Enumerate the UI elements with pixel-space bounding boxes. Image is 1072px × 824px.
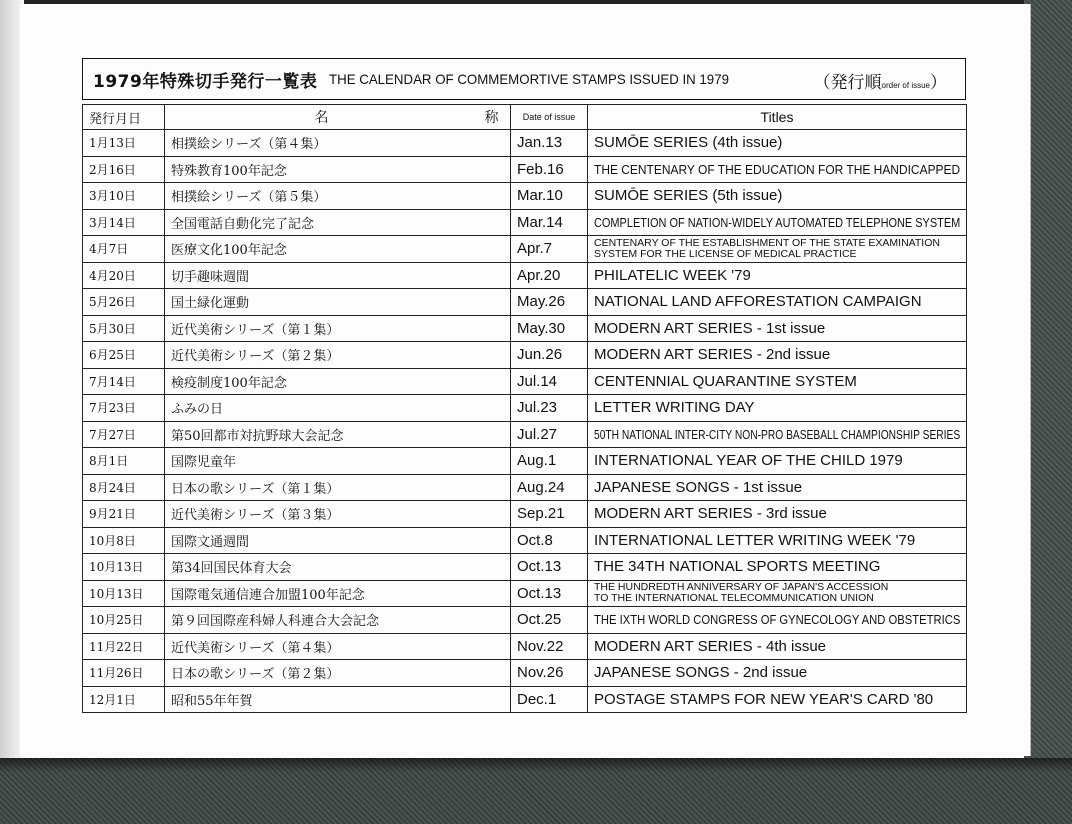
table-row bbox=[83, 554, 967, 581]
table-row bbox=[83, 395, 967, 422]
title-text: NATIONAL LAND AFFORESTATION CAMPAIGN bbox=[594, 293, 922, 311]
date-of-issue: Mar.10 bbox=[511, 183, 588, 210]
stamp-name-jp: 日本の歌シリーズ（第２集） bbox=[165, 660, 511, 687]
issue-month-day: 6月25日 bbox=[83, 342, 165, 369]
issue-month-day: 11月22日 bbox=[83, 633, 165, 660]
title-text: CENTENNIAL QUARANTINE SYSTEM bbox=[594, 372, 857, 390]
issue-month-day: 9月21日 bbox=[83, 501, 165, 528]
date-of-issue: Oct.13 bbox=[511, 580, 588, 607]
stamp-title-en bbox=[588, 554, 967, 581]
stamp-title-en bbox=[588, 368, 967, 395]
issue-month-day: 12月1日 bbox=[83, 686, 165, 713]
table-row bbox=[83, 209, 967, 236]
stamp-name-jp: 特殊教育100年記念 bbox=[165, 156, 511, 183]
order-note-en: order of issue bbox=[881, 81, 930, 90]
title-text: MODERN ART SERIES - 3rd issue bbox=[594, 505, 827, 523]
stamp-name-jp: 日本の歌シリーズ（第１集） bbox=[165, 474, 511, 501]
issue-month-day: 3月14日 bbox=[83, 209, 165, 236]
title-text: THE IXTH WORLD CONGRESS OF GYNECOLOGY AND OBSTETRICS bbox=[594, 613, 961, 628]
order-note-jp: （発行順 bbox=[813, 73, 882, 93]
stamp-title-en bbox=[588, 289, 967, 316]
date-of-issue: Jul.27 bbox=[511, 421, 588, 448]
issue-month-day: 8月1日 bbox=[83, 448, 165, 475]
date-of-issue: Aug.1 bbox=[511, 448, 588, 475]
date-of-issue: Nov.26 bbox=[511, 660, 588, 687]
stamp-name-jp: 検疫制度100年記念 bbox=[165, 368, 511, 395]
stamp-name-jp: 切手趣味週間 bbox=[165, 262, 511, 289]
stamp-title-en bbox=[588, 660, 967, 687]
title-line-2: SYSTEM FOR THE LICENSE OF MEDICAL PRACTICE bbox=[594, 247, 857, 260]
title-text: PHILATELIC WEEK '79 bbox=[594, 266, 751, 284]
title-japanese: 1979年特殊切手発行一覧表 bbox=[93, 71, 318, 92]
stamp-name-jp: 第50回都市対抗野球大会記念 bbox=[165, 421, 511, 448]
table-row bbox=[83, 633, 967, 660]
date-of-issue: Aug.24 bbox=[511, 474, 588, 501]
issue-month-day: 7月23日 bbox=[83, 395, 165, 422]
stamp-issue-table bbox=[82, 104, 967, 713]
table-row bbox=[83, 474, 967, 501]
calendar-header bbox=[82, 58, 966, 100]
title-text: 50TH NATIONAL INTER-CITY NON-PRO BASEBALL CHAMPIONSHIP SERIES bbox=[594, 427, 961, 442]
title-english: THE CALENDAR OF COMMEMORTIVE STAMPS ISSUED IN 1979 bbox=[329, 71, 730, 87]
col-header-name bbox=[165, 105, 511, 130]
stamp-title-en bbox=[588, 421, 967, 448]
issue-month-day: 2月16日 bbox=[83, 156, 165, 183]
title-text: POSTAGE STAMPS FOR NEW YEAR'S CARD '80 bbox=[594, 690, 934, 708]
table-header-row bbox=[83, 105, 967, 130]
stamp-title-en bbox=[588, 342, 967, 369]
date-of-issue: Jan.13 bbox=[511, 130, 588, 157]
stamp-title-en bbox=[588, 633, 967, 660]
title-text: THE CENTENARY OF THE EDUCATION FOR THE HANDICAPPED bbox=[594, 162, 961, 177]
issue-month-day: 4月7日 bbox=[83, 236, 165, 263]
stamp-name-jp: 近代美術シリーズ（第４集） bbox=[165, 633, 511, 660]
table-row bbox=[83, 421, 967, 448]
stamp-title-en bbox=[588, 130, 967, 157]
issue-month-day: 5月30日 bbox=[83, 315, 165, 342]
table-row bbox=[83, 686, 967, 713]
stamp-name-jp: 相撲絵シリーズ（第５集） bbox=[165, 183, 511, 210]
stamp-name-jp: 国土緑化運動 bbox=[165, 289, 511, 316]
order-note-close: ） bbox=[930, 73, 947, 93]
table-row bbox=[83, 368, 967, 395]
stamp-title-en bbox=[588, 156, 967, 183]
title-text: COMPLETION OF NATION-WIDELY AUTOMATED TELEPHONE SYSTEM bbox=[594, 215, 961, 230]
stamp-name-jp: 近代美術シリーズ（第２集） bbox=[165, 342, 511, 369]
stamp-name-jp: 国際児童年 bbox=[165, 448, 511, 475]
title-line-2: TO THE INTERNATIONAL TELECOMMUNICATION UNION bbox=[594, 592, 874, 605]
table-row bbox=[83, 501, 967, 528]
date-of-issue: Jul.23 bbox=[511, 395, 588, 422]
stamp-title-en bbox=[588, 607, 967, 634]
title-text: LETTER WRITING DAY bbox=[594, 399, 755, 417]
table-body bbox=[83, 130, 967, 713]
issue-month-day: 10月13日 bbox=[83, 580, 165, 607]
table-row bbox=[83, 130, 967, 157]
date-of-issue: Feb.16 bbox=[511, 156, 588, 183]
date-of-issue: Oct.13 bbox=[511, 554, 588, 581]
issue-month-day: 10月25日 bbox=[83, 607, 165, 634]
issue-month-day: 5月26日 bbox=[83, 289, 165, 316]
stamp-title-en bbox=[588, 315, 967, 342]
title-text: MODERN ART SERIES - 4th issue bbox=[594, 637, 827, 655]
stamp-title-en bbox=[588, 236, 967, 263]
table-row bbox=[83, 527, 967, 554]
table-row bbox=[83, 660, 967, 687]
stamp-title-en bbox=[588, 183, 967, 210]
stamp-name-jp: 近代美術シリーズ（第３集） bbox=[165, 501, 511, 528]
table-row bbox=[83, 262, 967, 289]
stamp-title-en bbox=[588, 395, 967, 422]
stamp-title-en bbox=[588, 580, 967, 607]
issue-month-day: 1月13日 bbox=[83, 130, 165, 157]
title-text: INTERNATIONAL LETTER WRITING WEEK '79 bbox=[594, 531, 916, 549]
title-line-1: CENTENARY OF THE ESTABLISHMENT OF THE STATE EXAMINATION bbox=[594, 236, 940, 249]
date-of-issue: Oct.8 bbox=[511, 527, 588, 554]
title-line-1: THE HUNDREDTH ANNIVERSARY OF JAPAN'S ACCESSION bbox=[594, 581, 889, 594]
date-of-issue: Apr.7 bbox=[511, 236, 588, 263]
title-text: SUMŌE SERIES (4th issue) bbox=[594, 134, 783, 152]
title-text: MODERN ART SERIES - 2nd issue bbox=[594, 346, 831, 364]
table-row bbox=[83, 315, 967, 342]
stamp-name-jp: 国際文通週間 bbox=[165, 527, 511, 554]
title-text: THE 34TH NATIONAL SPORTS MEETING bbox=[594, 558, 881, 576]
col-header-issue: Date of issue bbox=[511, 105, 588, 130]
stamp-title-en bbox=[588, 686, 967, 713]
issue-month-day: 10月8日 bbox=[83, 527, 165, 554]
stamp-title-en bbox=[588, 474, 967, 501]
table-row bbox=[83, 342, 967, 369]
title-text: INTERNATIONAL YEAR OF THE CHILD 1979 bbox=[594, 452, 903, 470]
binder-cloth-bottom bbox=[0, 758, 1072, 824]
col-header-date: 発行月日 bbox=[83, 105, 165, 130]
issue-month-day: 7月27日 bbox=[83, 421, 165, 448]
table-row bbox=[83, 183, 967, 210]
stamp-title-en bbox=[588, 262, 967, 289]
stamp-name-jp: 全国電話自動化完了記念 bbox=[165, 209, 511, 236]
binder-cloth-right bbox=[1024, 0, 1072, 824]
title-text: MODERN ART SERIES - 1st issue bbox=[594, 319, 826, 337]
date-of-issue: Dec.1 bbox=[511, 686, 588, 713]
table-row bbox=[83, 607, 967, 634]
stamp-title-en bbox=[588, 209, 967, 236]
stamp-name-jp: 国際電気通信連合加盟100年記念 bbox=[165, 580, 511, 607]
date-of-issue: Jul.14 bbox=[511, 368, 588, 395]
order-note bbox=[814, 68, 947, 93]
issue-month-day: 4月20日 bbox=[83, 262, 165, 289]
date-of-issue: May.26 bbox=[511, 289, 588, 316]
stamp-title-en bbox=[588, 501, 967, 528]
issue-month-day: 11月26日 bbox=[83, 660, 165, 687]
date-of-issue: Nov.22 bbox=[511, 633, 588, 660]
date-of-issue: Sep.21 bbox=[511, 501, 588, 528]
table-row bbox=[83, 156, 967, 183]
table-row bbox=[83, 448, 967, 475]
title-text: JAPANESE SONGS - 1st issue bbox=[594, 478, 803, 496]
date-of-issue: May.30 bbox=[511, 315, 588, 342]
date-of-issue: Apr.20 bbox=[511, 262, 588, 289]
stamp-name-jp: 第９回国際産科婦人科連合大会記念 bbox=[165, 607, 511, 634]
stamp-name-jp: 相撲絵シリーズ（第４集） bbox=[165, 130, 511, 157]
table-row bbox=[83, 289, 967, 316]
date-of-issue: Mar.14 bbox=[511, 209, 588, 236]
stamp-name-jp: 近代美術シリーズ（第１集） bbox=[165, 315, 511, 342]
issue-month-day: 7月14日 bbox=[83, 368, 165, 395]
col-header-name-b: 称 bbox=[484, 110, 503, 126]
title-text: JAPANESE SONGS - 2nd issue bbox=[594, 664, 808, 682]
stamp-name-jp: 第34回国民体育大会 bbox=[165, 554, 511, 581]
col-header-name-a: 名 bbox=[314, 110, 333, 126]
col-header-titles: Titles bbox=[588, 105, 967, 130]
issue-month-day: 3月10日 bbox=[83, 183, 165, 210]
table-row bbox=[83, 236, 967, 263]
stamp-name-jp: 医療文化100年記念 bbox=[165, 236, 511, 263]
issue-month-day: 8月24日 bbox=[83, 474, 165, 501]
stamp-name-jp: 昭和55年年賀 bbox=[165, 686, 511, 713]
date-of-issue: Jun.26 bbox=[511, 342, 588, 369]
table-row bbox=[83, 580, 967, 607]
stamp-name-jp: ふみの日 bbox=[165, 395, 511, 422]
date-of-issue: Oct.25 bbox=[511, 607, 588, 634]
stamp-title-en bbox=[588, 448, 967, 475]
issue-month-day: 10月13日 bbox=[83, 554, 165, 581]
stamp-title-en bbox=[588, 527, 967, 554]
title-text: SUMŌE SERIES (5th issue) bbox=[594, 187, 783, 205]
